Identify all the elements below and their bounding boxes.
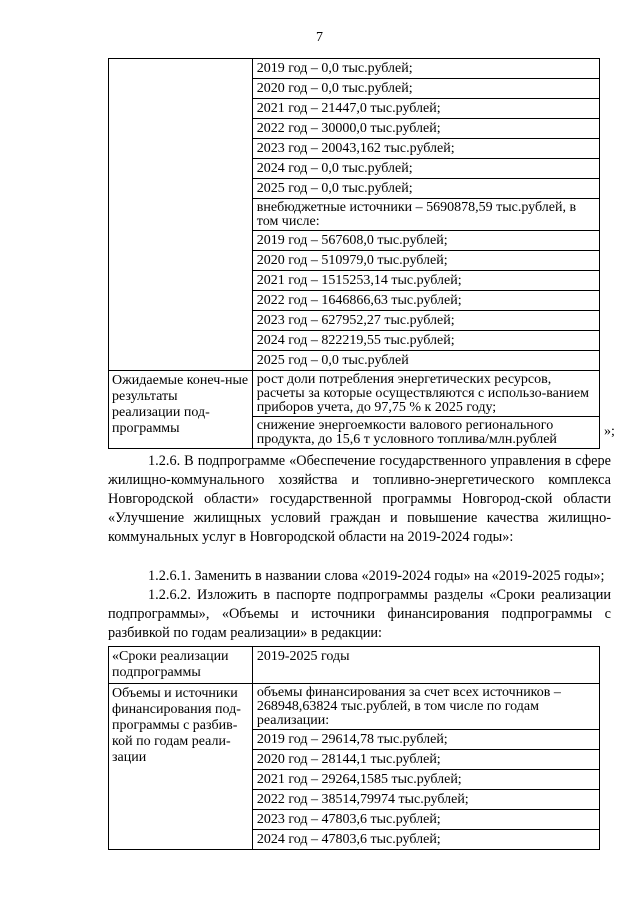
funding-lines-cell [252, 59, 599, 371]
table-row [109, 59, 600, 371]
table-line: 2023 год – 20043,162 тыс.рублей; [253, 139, 599, 159]
paragraph-1-2-6-2: 1.2.6.2. Изложить в паспорте подпрограммы разделы «Сроки реализации подпрограммы», «Объемы и источники финансирования подпрограммы с разбивкой по годам реализации» в редакции: [108, 587, 611, 641]
table-cell-empty [109, 59, 253, 371]
table-line: 2020 год – 0,0 тыс.рублей; [253, 79, 599, 99]
table-line: объемы финансирования за счет всех источников – 268948,63824 тыс.рублей, в том числе по годам реализации: [253, 684, 599, 730]
period-value: 2019-2025 годы [252, 647, 599, 684]
table-line: 2023 год – 47803,6 тыс.рублей; [253, 810, 599, 830]
table-line: 2025 год – 0,0 тыс.рублей; [253, 179, 599, 199]
table-line: 2024 год – 47803,6 тыс.рублей; [256, 832, 441, 847]
table-line: 2023 год – 627952,27 тыс.рублей; [253, 311, 599, 331]
table-line: 2022 год – 1646866,63 тыс.рублей; [253, 291, 599, 311]
table-line: 2021 год – 21447,0 тыс.рублей; [253, 99, 599, 119]
table-line: 2024 год – 0,0 тыс.рублей; [253, 159, 599, 179]
table-line: 2024 год – 822219,55 тыс.рублей; [253, 331, 599, 351]
table-line: 2019 год – 29614,78 тыс.рублей; [253, 730, 599, 750]
expected-results-label: Ожидаемые конеч-ные результаты реализации под-программы [109, 371, 253, 449]
financing-label: Объемы и источники финансирования под-программы с разбив-кой по годам реали-зации [109, 684, 253, 850]
table-row [109, 371, 600, 449]
table-line: 2025 год – 0,0 тыс.рублей [256, 353, 409, 368]
table-line: 2019 год – 0,0 тыс.рублей; [253, 59, 599, 79]
table-row [109, 647, 600, 684]
funding-table-continued [108, 58, 600, 449]
paragraph-1-2-6-1: 1.2.6.1. Заменить в названии слова «2019-2024 годы» на «2019-2025 годы»; [148, 568, 605, 584]
page-number: 7 [316, 30, 323, 45]
table-line: 2021 год – 29264,1585 тыс.рублей; [253, 770, 599, 790]
passport-table [108, 646, 600, 850]
period-label: «Сроки реализации подпрограммы [109, 647, 253, 684]
financing-lines-cell [252, 684, 599, 850]
table-line: снижение энергоемкости валового регионального продукта, до 15,6 т условного топлива/млн.рублей [256, 418, 557, 447]
table-line: рост доли потребления энергетических ресурсов, расчеты за которые осуществляются с использо-ванием приборов учета, до 97,75 % к 2025 году; [253, 371, 599, 417]
expected-results-cell [252, 371, 599, 449]
paragraph-1-2-6: 1.2.6. В подпрограмме «Обеспечение государственного управления в сфере жилищно-коммунального хозяйства и топливно-энергетического комплекса Новгородской области» государственной программы Новгород-ской области «Улучшение жилищных условий граждан и повышение качества жилищно-коммунальных услуг в Новгородской области на 2019-2024 годы»: [108, 453, 611, 545]
table-closing-quote: »; [604, 424, 615, 439]
table-line: 2021 год – 1515253,14 тыс.рублей; [253, 271, 599, 291]
table-line: 2020 год – 28144,1 тыс.рублей; [253, 750, 599, 770]
table-line: 2022 год – 38514,79974 тыс.рублей; [253, 790, 599, 810]
table-line: внебюджетные источники – 5690878,59 тыс.рублей, в том числе: [253, 199, 599, 231]
table-line: 2019 год – 567608,0 тыс.рублей; [253, 231, 599, 251]
table-row [109, 684, 600, 850]
table-line: 2022 год – 30000,0 тыс.рублей; [253, 119, 599, 139]
table-line: 2020 год – 510979,0 тыс.рублей; [253, 251, 599, 271]
